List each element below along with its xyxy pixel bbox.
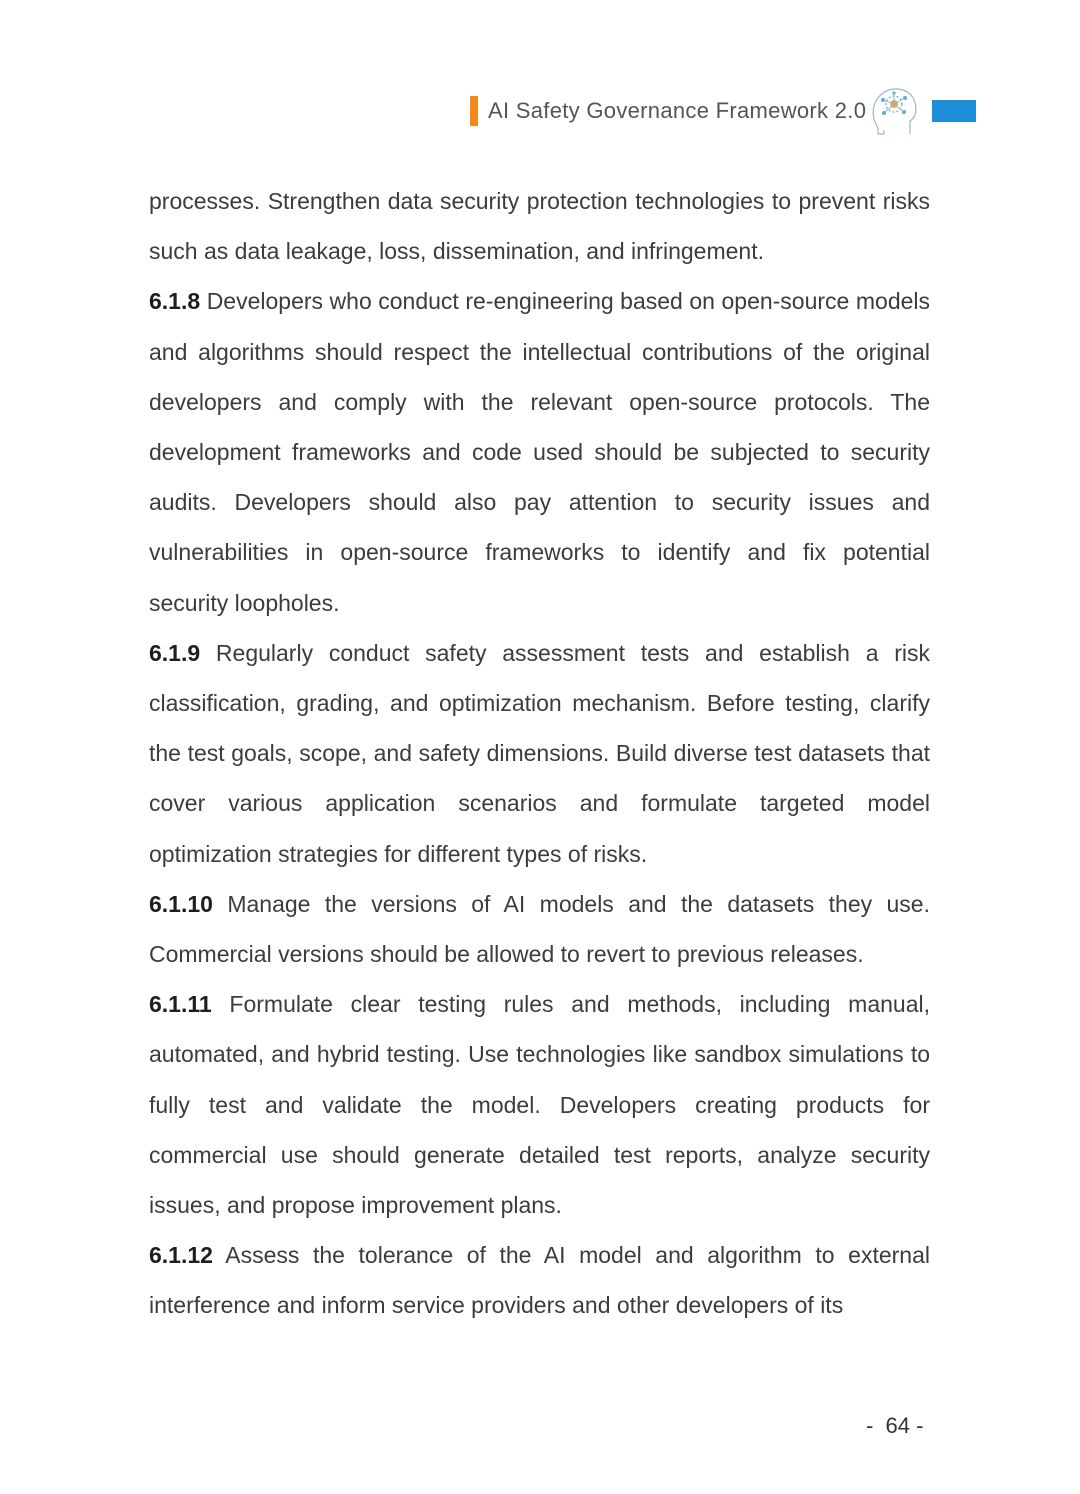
section-text: Regularly conduct safety assessment tests and establish a risk classification, grading, and optimization mechanism. Before testing, clarify the test goals, scope, and safety dimensions. Build diverse test datasets that cover various application scenarios and formulate targeted model optimization strategies for different types of risks. [149,639,931,867]
document-body [149,176,930,1331]
section-text: Manage the versions of AI models and the datasets they use. Commercial versions should be allowed to revert to previous releases. [149,890,930,968]
section-number: 6.1.8 [149,288,201,315]
section-text: Developers who conduct re-engineering based on open-source models and algorithms should respect the intellectual contributions of the original developers and comply with the relevant open-source protocols. The development frameworks and code used should be subjected to security audits. Developers should also pay attention to security issues and vulnerabilities in open-source frameworks to identify and fix potential security loopholes. [149,288,931,616]
section-number: 6.1.11 [149,991,212,1018]
section-number: 6.1.12 [149,1242,213,1269]
paragraph-intro [149,176,930,276]
section-text: Formulate clear testing rules and methods, including manual, automated, and hybrid testing. Use technologies like sandbox simulations to fully test and validate the model. Developers creating products for commercial use should generate detailed test reports, analyze security issues, and propose improvement plans. [149,991,931,1219]
section-6-1-11 [149,979,930,1230]
page-number: - 64 - [866,1413,924,1438]
page-header [0,84,1080,140]
ai-brain-head-icon [868,84,920,138]
paragraph-text: processes. Strengthen data security protection technologies to prevent risks such as data leakage, loss, dissemination, and infringement. [149,188,930,265]
section-number: 6.1.9 [149,639,201,666]
section-6-1-8 [149,276,930,627]
header-accent-block [932,100,976,122]
section-6-1-10 [149,879,930,979]
section-6-1-12 [149,1230,930,1330]
header-accent-bar [470,96,478,126]
header-title: AI Safety Governance Framework 2.0 [488,98,867,123]
section-6-1-9 [149,628,930,879]
section-text: Assess the tolerance of the AI model and algorithm to external interference and inform service providers and other developers of its [149,1242,930,1319]
section-number: 6.1.10 [149,890,213,917]
